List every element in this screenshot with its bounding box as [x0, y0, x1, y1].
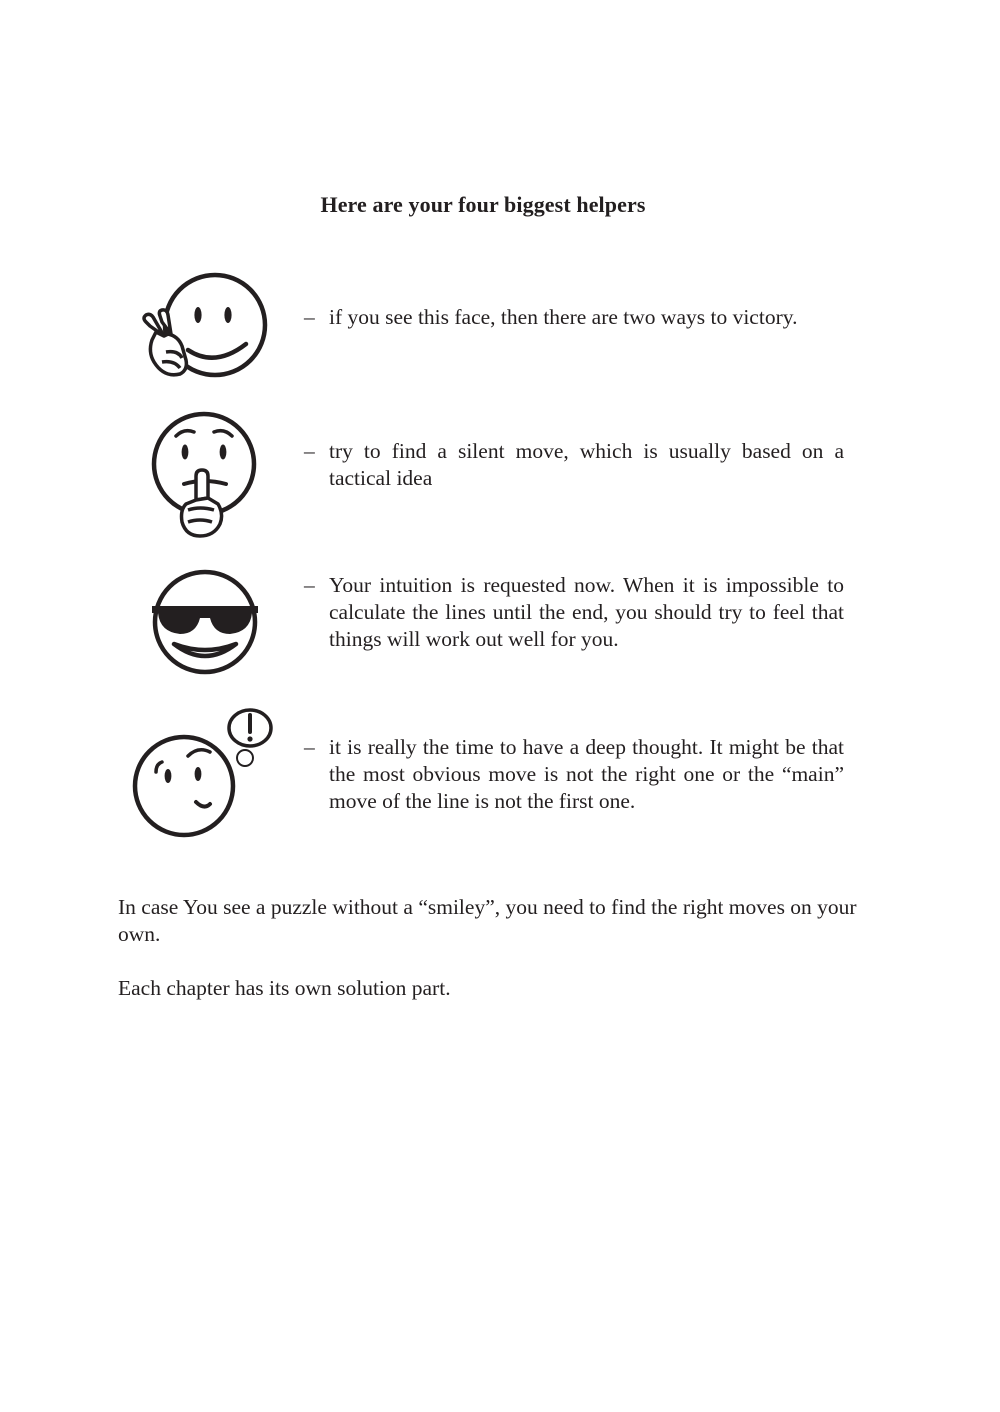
victory-smiley-icon: [138, 268, 270, 382]
helper-text: Your intuition is requested now. When it is impossible to calculate the lines until the end, you should try to feel that things will work out well for you.: [329, 573, 844, 651]
page-title: Here are your four biggest helpers: [320, 192, 646, 217]
helper-text: it is really the time to have a deep thought. It might be that the most obvious move is not the right one or the “main” move of the line is not the first one.: [329, 735, 844, 813]
note-paragraph: Each chapter has its own solution part.: [118, 976, 451, 1000]
helper-text: try to find a silent move, which is usually based on a tactical idea: [329, 439, 844, 490]
silent-smiley-icon: [148, 406, 264, 546]
list-item: – it is really the time to have a deep thought. It might be that the most obvious move is not the right one or the “main” move of the line is not the first one.: [304, 735, 844, 813]
thinking-smiley-icon: [128, 706, 278, 840]
list-item: – try to find a silent move, which is usually based on a tactical idea: [304, 439, 844, 490]
note-paragraph: In case You see a puzzle without a “smiley”, you need to find the right moves on your own.: [118, 895, 857, 946]
sunglasses-smiley-icon: [148, 566, 262, 678]
list-item: – Your intuition is requested now. When it is impossible to calculate the lines until the end, you should try to feel that things will work out well for you.: [304, 573, 844, 651]
helper-text: if you see this face, then there are two ways to victory.: [329, 305, 798, 329]
list-item: – if you see this face, then there are two ways to victory.: [304, 304, 844, 331]
